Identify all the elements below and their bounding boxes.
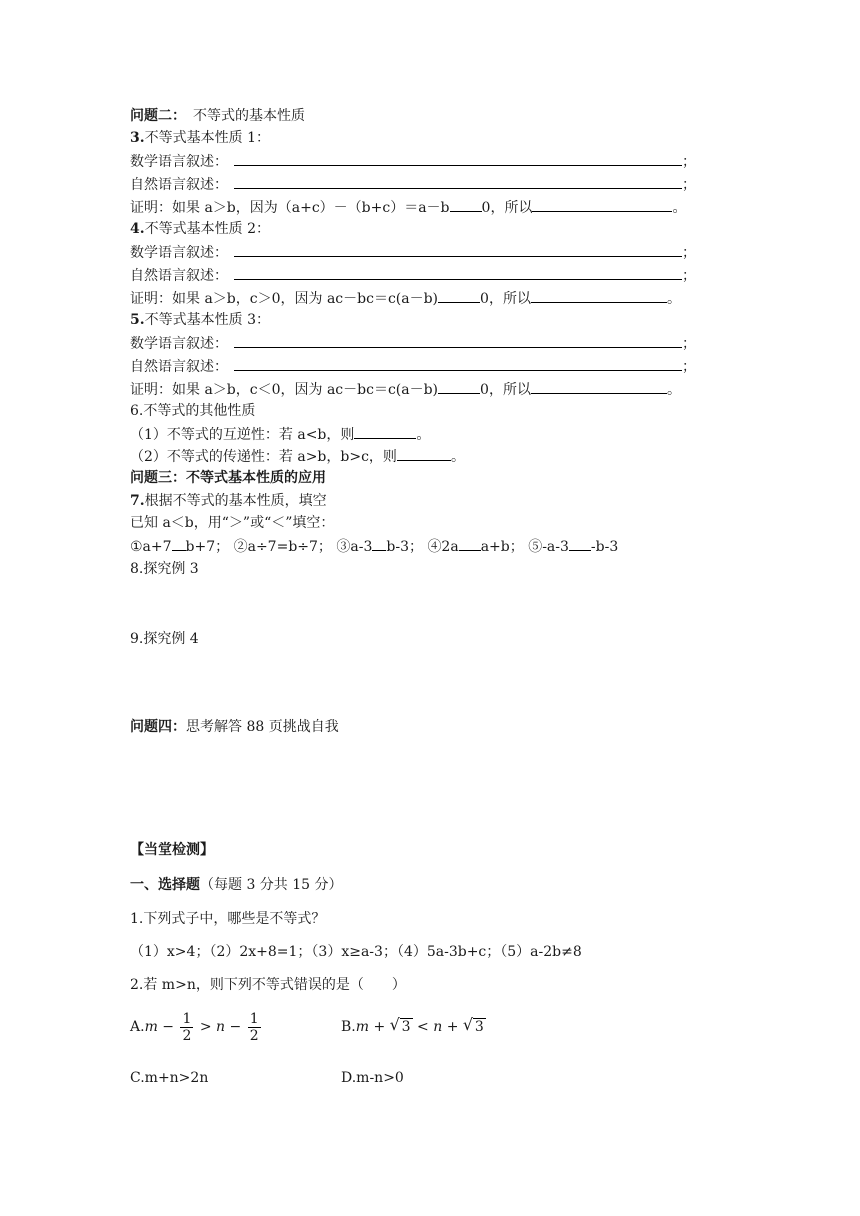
transitivity-line: （2）不等式的传递性：若 a>b，b>c，则 。 [130,449,465,465]
q7-title: 7.根据不等式的基本性质，填空 [130,493,327,509]
property1-title: 3.不等式基本性质 1： [130,130,270,146]
section1-header: 一、选择题（每题 3 分共 15 分） [130,877,343,893]
property1-proof: 证明：如果 a＞b，因为（a+c）－（b+c）＝a－b 0，所以 。 [130,200,687,216]
property3-natural-blank[interactable] [234,357,682,371]
q7-blank4[interactable] [459,537,481,551]
property2-math-line: 数学语言叙述： ； [130,245,696,261]
property2-proof: 证明：如果 a＞b，c＞0，因为 ac－bc＝c(a－b) 0，所以 。 [130,291,681,307]
transitivity-blank[interactable] [397,447,451,461]
property1-proof-blank2[interactable] [532,198,672,212]
q7-blank3[interactable] [372,537,386,551]
property3-math-blank[interactable] [234,334,682,348]
option-a[interactable]: A.m − $\frac{1}{2}$ > n − $\frac{1}{2}$ [130,1010,259,1044]
property2-math-blank[interactable] [234,243,682,257]
property2-natural-blank[interactable] [234,266,682,280]
property1-math-line: 数学语言叙述： ； [130,154,696,170]
property3-proof-blank1[interactable] [438,380,480,394]
q7-exercises: ①a+7 b+7； ②a÷7=b÷7； ③a-3 b-3； ④2a a+b； ⑤-a-3 -b-3 [130,539,619,555]
test-q1-options: （1）x>4；（2）2x+8=1；（3）x≥a-3；（4）5a-3b+c；（5）a-2b≠8 [130,944,582,960]
option-c[interactable]: C.m+n>2n [130,1070,209,1086]
property2-natural-line: 自然语言叙述： ； [130,268,696,284]
property3-math-line: 数学语言叙述： ； [130,336,696,352]
property2-proof-blank2[interactable] [531,289,667,303]
q4-header: 问题四：思考解答 88 页挑战自我 [130,719,339,735]
test-q2: 2.若 m>n，则下列不等式错误的是（ ） [130,977,406,993]
sqrt-three-b: √ 3 [462,1015,484,1035]
q7-blank1[interactable] [172,537,186,551]
test-q1: 1.下列式子中，哪些是不等式？ [130,911,326,927]
property1-natural-blank[interactable] [234,175,682,189]
property3-natural-line: 自然语言叙述： ； [130,359,696,375]
property1-proof-blank1[interactable] [450,198,482,212]
fraction-one-half-a: $\frac{1}{2}$ [182,1010,192,1044]
property3-proof-blank2[interactable] [531,380,667,394]
property2-proof-blank1[interactable] [438,289,480,303]
sqrt-three-a: √ 3 [389,1015,411,1035]
property3-proof: 证明：如果 a＞b，c＜0，因为 ac－bc＝c(a－b) 0，所以 。 [130,382,681,398]
q3-header: 问题三：不等式基本性质的应用 [130,470,326,486]
q7-desc: 已知 a＜b，用“＞”或“＜”填空： [130,515,335,531]
other-properties-title: 6.不等式的其他性质 [130,403,256,419]
q7-blank5[interactable] [569,537,591,551]
option-d[interactable]: D.m-n>0 [341,1070,404,1086]
test-header: 【当堂检测】 [130,842,214,858]
reversibility-blank[interactable] [354,425,416,439]
property1-math-blank[interactable] [234,152,682,166]
property1-natural-line: 自然语言叙述： ； [130,177,696,193]
property2-title: 4.不等式基本性质 2： [130,221,270,237]
option-b[interactable]: B.m + √ 3 < n + √ 3 [341,1015,484,1035]
fraction-one-half-b: $\frac{1}{2}$ [249,1010,259,1044]
property3-title: 5.不等式基本性质 3： [130,312,270,328]
reversibility-line: （1）不等式的互逆性：若 a<b，则 。 [130,427,431,443]
example4: 9.探究例 4 [130,631,199,647]
example3: 8.探究例 3 [130,561,199,577]
q2-header: 问题二： 不等式的基本性质 [130,108,305,124]
